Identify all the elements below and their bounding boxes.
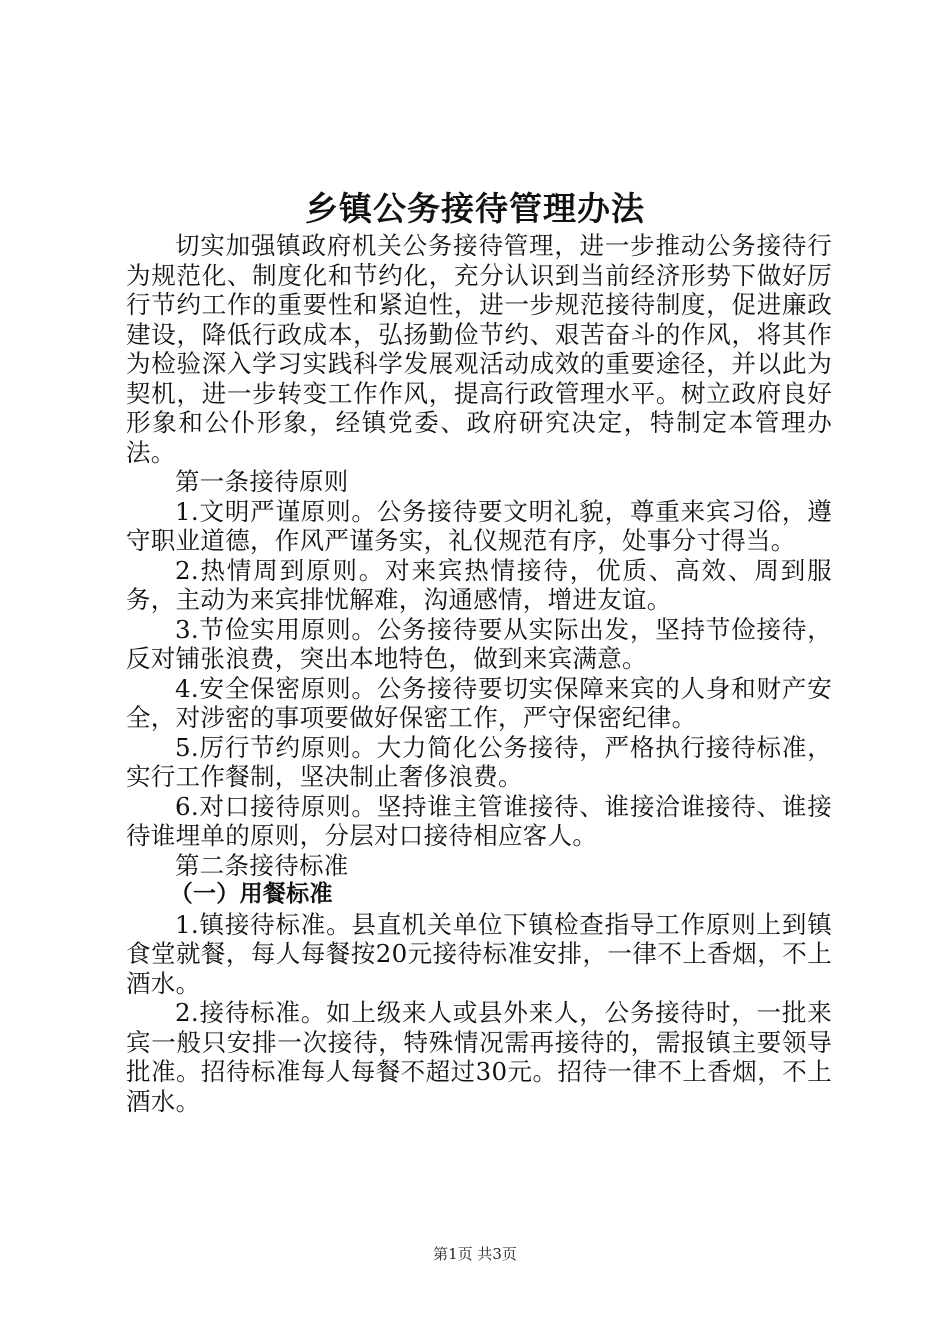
document-body <box>126 231 832 1116</box>
page-number-footer: 第1页 共3页 <box>433 1245 517 1263</box>
section-heading-article-1: 第一条接待原则 <box>175 467 349 496</box>
section-heading-article-2: 第二条接待标准 <box>175 850 349 880</box>
principle-item-2: 2.热情周到原则。对来宾热情接待，优质、高效、周到服务，主动为来宾排忧解难，沟通感情，增进友谊。 <box>126 555 832 614</box>
standard-item-2: 2.接待标准。如上级来人或县外来人，公务接待时，一批来宾一般只安排一次接待，特殊情况需再接待的，需报镇主要领导批准。招待标准每人每餐不超过30元。招待一律不上香烟，不上酒水。 <box>126 998 832 1116</box>
principle-item-4: 4.安全保密原则。公务接待要切实保障来宾的人身和财产安全，对涉密的事项要做好保密工作，严守保密纪律。 <box>126 673 832 732</box>
principle-item-5: 5.厉行节约原则。大力简化公务接待，严格执行接待标准，实行工作餐制，坚决制止奢侈浪费。 <box>126 732 832 791</box>
intro-paragraph: 切实加强镇政府机关公务接待管理，进一步推动公务接待行为规范化、制度化和节约化，充分认识到当前经济形势下做好厉行节约工作的重要性和紧迫性，进一步规范接待制度，促进廉政建设，降低行政成本，弘扬勤俭节约、艰苦奋斗的作风，将其作为检验深入学习实践科学发展观活动成效的重要途径，并以此为契机，进一步转变工作作风，提高行政管理水平。树立政府良好形象和公仆形象，经镇党委、政府研究决定，特制定本管理办法。 <box>126 231 832 467</box>
principle-item-1: 1.文明严谨原则。公务接待要文明礼貌，尊重来宾习俗，遵守职业道德，作风严谨务实，礼仪规范有序，处事分寸得当。 <box>126 496 832 555</box>
subsection-heading-meal-standard: （一）用餐标准 <box>169 881 333 907</box>
principle-item-6: 6.对口接待原则。坚持谁主管谁接待、谁接洽谁接待、谁接待谁埋单的原则，分层对口接待相应客人。 <box>126 791 832 850</box>
standard-item-1: 1.镇接待标准。县直机关单位下镇检查指导工作原则上到镇食堂就餐，每人每餐按20元接待标准安排，一律不上香烟，不上酒水。 <box>126 909 832 998</box>
document-title: 乡镇公务接待管理办法 <box>305 189 645 228</box>
principle-item-3: 3.节俭实用原则。公务接待要从实际出发，坚持节俭接待，反对铺张浪费，突出本地特色，做到来宾满意。 <box>126 614 832 673</box>
